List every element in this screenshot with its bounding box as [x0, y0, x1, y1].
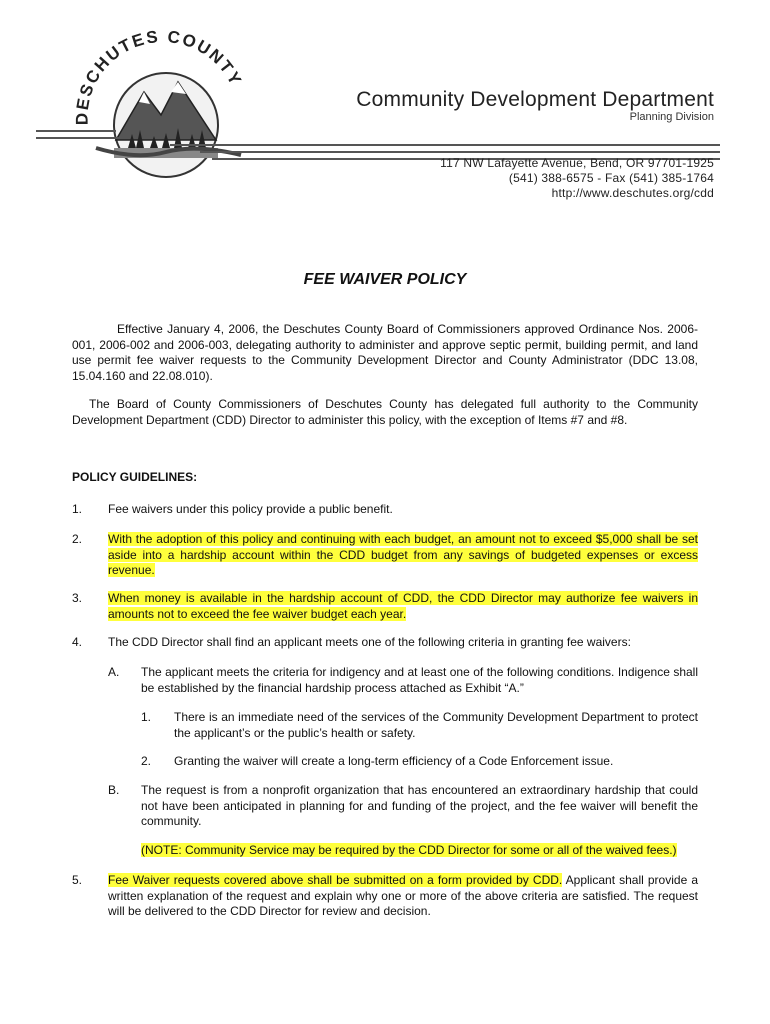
- item-text: Applicant shall provide a written explanation of the request and explain why one or more of the above criteria are satisfied. The request will be delivered to the CDD Director for review and decision.: [108, 873, 698, 918]
- guidelines-heading: POLICY GUIDELINES:: [72, 470, 198, 484]
- list-item: Fee waivers under this policy provide a public benefit.: [108, 502, 393, 516]
- highlighted-text: Fee Waiver requests covered above shall be submitted on a form provided by CDD.: [108, 873, 563, 887]
- letterhead-rule: [200, 151, 720, 153]
- division-name: Planning Division: [629, 111, 714, 123]
- item-number: 5.: [72, 873, 83, 887]
- page-title: FEE WAIVER POLICY: [303, 271, 467, 288]
- sub-sub-item: There is an immediate need of the services of the Community Development Department to protect the applicant’s or the public’s health or safety.: [174, 710, 698, 740]
- list-item-highlighted: [108, 532, 698, 579]
- item-number: 3.: [72, 591, 83, 605]
- sub-item-label: A.: [108, 665, 120, 679]
- item-number: 4.: [72, 635, 83, 649]
- intro-paragraph-2: The Board of County Commissioners of Deschutes County has delegated full authority to the Community Development Department (CDD) Director to administer this policy, with the exception of Items #7 and #8.: [72, 397, 698, 427]
- highlighted-text: When money is available in the hardship account of CDD, the CDD Director may authorize fee waivers in amounts not to exceed the fee waiver budget each year.: [108, 591, 698, 621]
- sub-item-b: The request is from a nonprofit organization that has encountered an extraordinary hardship that could not have been anticipated in planning for and funding of the project, and the fee waiver will benefit the community.: [141, 783, 698, 828]
- sub-sub-item-number: 2.: [141, 754, 152, 768]
- letterhead-rule: [36, 130, 116, 132]
- list-item: [108, 873, 698, 920]
- letterhead-rule: [36, 137, 121, 139]
- address: 117 NW Lafayette Avenue, Bend, OR 97701-1925: [440, 156, 714, 170]
- highlighted-text: With the adoption of this policy and continuing with each budget, an amount not to exceed $5,000 shall be set aside into a hardship account within the CDD budget from any savings of budgeted expenses or excess revenue.: [108, 532, 698, 577]
- item-number: 2.: [72, 532, 83, 546]
- website: http://www.deschutes.org/cdd: [551, 186, 714, 200]
- highlighted-note: (NOTE: Community Service may be required by the CDD Director for some or all of the waived fees.): [141, 843, 677, 857]
- sub-item-a: The applicant meets the criteria for indigency and at least one of the following conditions. Indigence shall be established by the financial hardship process attached as Exhibit “A.”: [141, 665, 698, 695]
- note-line: [141, 843, 698, 859]
- list-item: The CDD Director shall find an applicant meets one of the following criteria in granting fee waivers:: [108, 635, 631, 649]
- department-name: Community Development Department: [356, 88, 714, 111]
- letterhead-rule: [170, 144, 720, 146]
- sub-item-label: B.: [108, 783, 120, 797]
- intro-paragraph-1: Effective January 4, 2006, the Deschutes County Board of Commissioners approved Ordinance Nos. 2006-001, 2006-002 and 2006-003, delegating authority to administer and approve septic permit, building permit, and land use permit fee waiver requests to the Community Development Director and County Administrator (DDC 13.08, 15.04.160 and 22.08.010).: [72, 322, 698, 383]
- seal-text: DESCHUTES COUNTY: [72, 30, 246, 126]
- item-number: 1.: [72, 502, 83, 516]
- phone-fax: (541) 388-6575 - Fax (541) 385-1764: [508, 171, 714, 185]
- sub-sub-item-number: 1.: [141, 710, 152, 724]
- list-item-highlighted: [108, 591, 698, 622]
- sub-sub-item: Granting the waiver will create a long-term efficiency of a Code Enforcement issue.: [174, 754, 614, 768]
